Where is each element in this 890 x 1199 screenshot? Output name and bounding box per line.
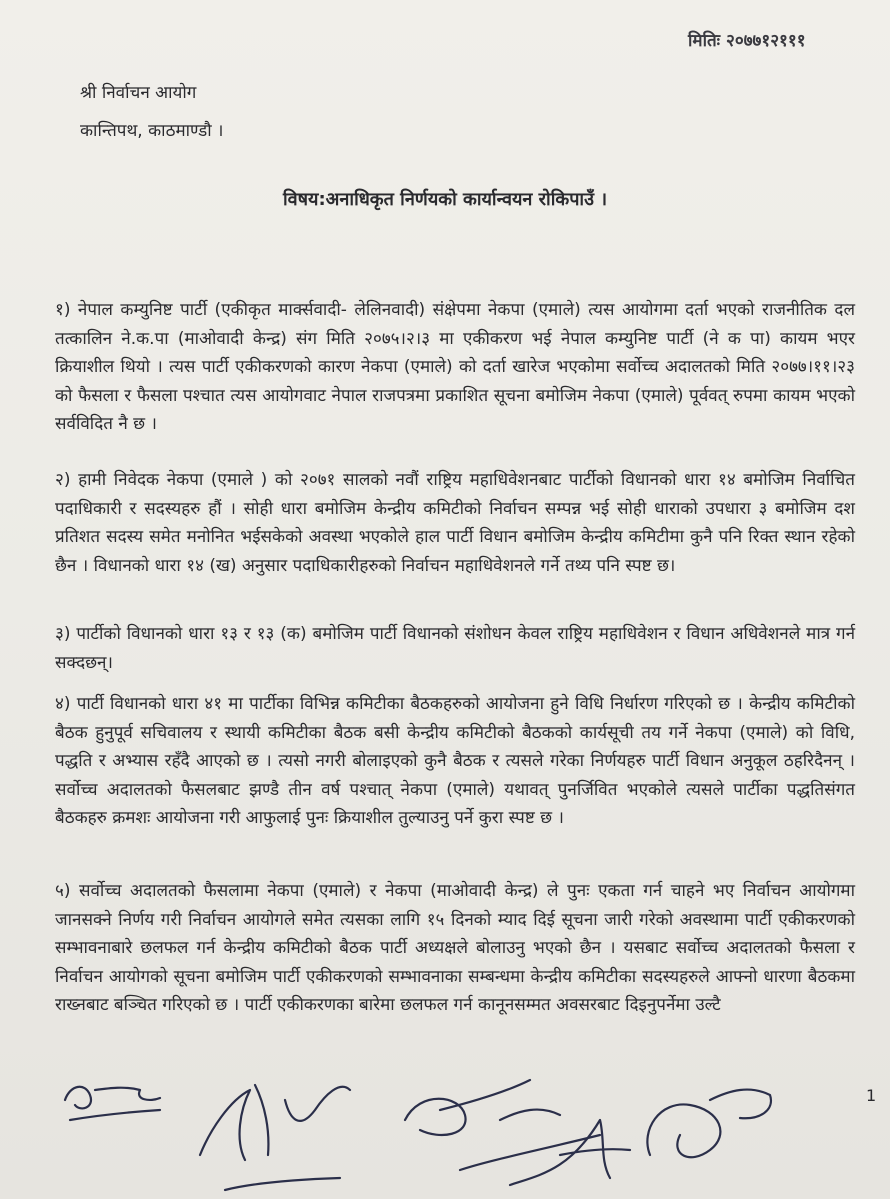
paragraph-3: ३) पार्टीको विधानको धारा १३ र १३ (क) बमोजिम पार्टी विधानको संशोधन केवल राष्ट्रिय महाधिवेशन र विधान अधिवेशनले मात्र गर्न सक्दछन्।: [55, 624, 855, 673]
letter-subject: विषय:अनाधिकृत निर्णयको कार्यान्वयन रोकिपाउँ ।: [282, 189, 608, 210]
paragraph-2: २) हामी निवेदक नेकपा (एमाले ) को २०७१ सालको नवौं राष्ट्रिय महाधिवेशनबाट पार्टीको विधानको धारा १४ बमोजिम निर्वाचित पदाधिकारी र सदस्यहरु हौं । सोही धारा बमोजिम केन्द्रीय कमिटीको निर्वाचन सम्पन्न भई सोही धाराको उपधारा ३ बमोजिम दश प्रतिशत सदस्य समेत मनोनित भईसकेको अवस्था भएकोले हाल पार्टी विधान बमोजिम केन्द्रीय कमिटीमा कुनै पनि रिक्त स्थान रहेको छैन । विधानको धारा १४ (ख) अनुसार पदाधिकारीहरुको निर्वाचन महाधिवेशनले गर्ने तथ्य पनि स्पष्ट छ।: [55, 470, 855, 576]
signatures: [40, 1060, 840, 1199]
signature-1: [65, 1087, 160, 1120]
addressee-line-2: कान्तिपथ, काठमाण्डौ ।: [80, 121, 224, 141]
signature-2: [200, 1085, 350, 1190]
signature-5: [647, 1090, 771, 1158]
addressee-line-1: श्री निर्वाचन आयोग: [80, 83, 197, 103]
page-number: 1: [866, 1086, 877, 1105]
letter-date: मितिः २०७७१२१११: [688, 31, 806, 51]
paragraph-4: ४) पार्टी विधानको धारा ४१ मा पार्टीका विभिन्न कमिटीका बैठकहरुको आयोजना हुने विधि निर्धारण गरिएको छ । केन्द्रीय कमिटीको बैठक हुनुपूर्व सचिवालय र स्थायी कमिटीका बैठक बसी केन्द्रीय कमिटीको बैठकको कार्यसूची तय गर्ने नेकपा (एमाले) को विधि, पद्धति र अभ्यास रहँदै आएको छ । त्यसो नगरी बोलाइएको कुनै बैठक र त्यसले गरेका निर्णयहरु पार्टी विधान अनुकूल ठहरिदैनन् । सर्वोच्च अदालतको फैसलबाट झण्डै तीन वर्ष पश्चात् नेकपा (एमाले) यथावत् पुनर्जिवित भएकोले त्यसले पार्टीका पद्धतिसंगत बैठकहरु क्रमशः आयोजना गरी आफुलाई पुनः क्रियाशील तुल्याउनु पर्ने कुरा स्पष्ट छ ।: [55, 694, 855, 828]
paragraph-1: १) नेपाल कम्युनिष्ट पार्टी (एकीकृत मार्क्सवादी- लेलिनवादी) संक्षेपमा नेकपा (एमाले) त्यस आयोगमा दर्ता भएको राजनीतिक दल तत्कालिन ने.क.पा (माओवादी केन्द्र) संग मिति २०७५।२।३ मा एकीकरण भई नेपाल कम्युनिष्ट पार्टी (ने क पा) कायम भएर क्रियाशील थियो । त्यस पार्टी एकीकरणको कारण नेकपा (एमाले) को दर्ता खारेज भएकोमा सर्वोच्च अदालतको मिति २०७७।११।२३ को फैसला र फैसला पश्चात त्यस आयोगवाट नेपाल राजपत्रमा प्रकाशित सूचना बमोजिम नेकपा (एमाले) पूर्ववत् रुपमा कायम भएको सर्वविदित नै छ ।: [55, 300, 855, 434]
paragraph-5: ५) सर्वोच्च अदालतको फैसलामा नेकपा (एमाले) र नेकपा (माओवादी केन्द्र) ले पुनः एकता गर्न चाहने भए निर्वाचन आयोगमा जानसक्ने निर्णय गरी निर्वाचन आयोगले समेत त्यसका लागि १५ दिनको म्याद दिई सूचना जारी गरेको अवस्थामा पार्टी एकीकरणको सम्भावनाबारे छलफल गर्न केन्द्रीय कमिटीको बैठक पार्टी अध्यक्षले बोलाउनु भएको छैन । यसबाट सर्वोच्च अदालतको फैसला र निर्वाचन आयोगको सूचना बमोजिम पार्टी एकीकरणको सम्भावनाका सम्बन्धमा केन्द्रीय कमिटीका सदस्यहरुले आफ्नो धारणा बैठकमा राख्नबाट बञ्चित गरिएको छ । पार्टी एकीकरणका बारेमा छलफल गर्न कानूनसम्मत अवसरबाट दिइनुपर्नेमा उल्टै: [55, 881, 855, 1015]
